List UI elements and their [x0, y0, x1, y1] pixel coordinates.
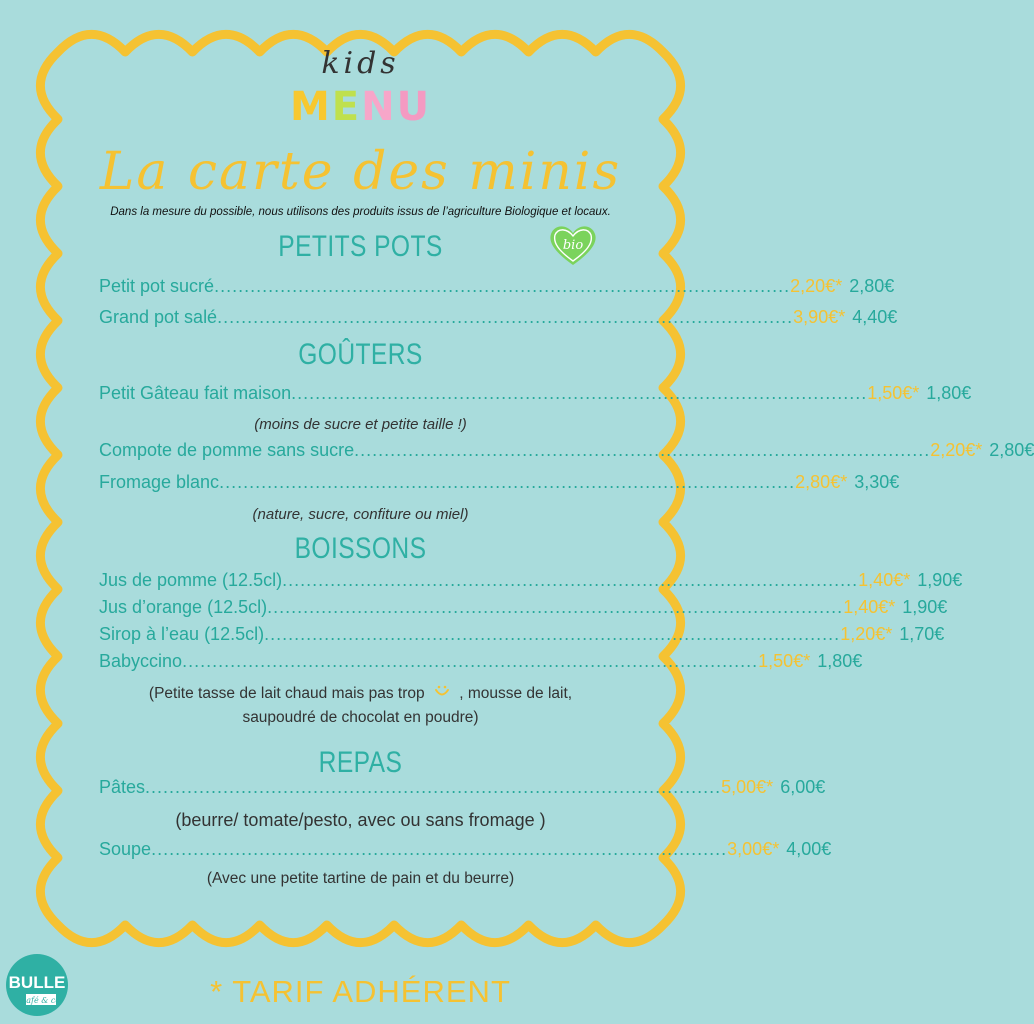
member-price: 2,80€* [795, 472, 848, 492]
dot-leader: ................................................................................................ [267, 597, 844, 617]
menu-item [99, 440, 1034, 466]
item-name: Petit Gâteau fait maison [99, 383, 292, 403]
price: 6,00€ [780, 777, 826, 797]
footer-tarif: * TARIF ADHÉRENT [210, 974, 511, 1009]
dot-leader: ................................................................................................ [354, 440, 931, 460]
item-name: Fromage blanc [99, 472, 220, 492]
price: 4,40€ [852, 307, 898, 327]
menu-item [99, 597, 948, 623]
menu-item [99, 472, 900, 498]
menu-letter: E [331, 84, 362, 130]
price: 1,80€ [926, 383, 972, 403]
price: 2,80€ [849, 276, 895, 296]
price: 1,80€ [817, 651, 863, 671]
member-price: 3,90€* [793, 307, 846, 327]
member-price: 1,40€* [843, 597, 896, 617]
item-name: Petit pot sucré [99, 276, 215, 296]
dot-leader: ................................................................................................ [291, 383, 868, 403]
item-name: Babyccino [99, 651, 183, 671]
note-text: , mousse de lait, [459, 685, 573, 702]
dot-leader: ................................................................................................ [145, 777, 722, 797]
item-note: (Avec une petite tartine de pain et du beurre) [206, 870, 515, 887]
item-note: (beurre/ tomate/pesto, avec ou sans fromage ) [175, 810, 546, 830]
menu-letter: M [289, 84, 332, 130]
logo-tagline: café & co [21, 996, 61, 1005]
item-name: Jus de pomme (12.5cl) [99, 570, 283, 590]
dot-leader: ................................................................................................ [282, 570, 859, 590]
item-note [0, 684, 721, 703]
item-name: Jus d’orange (12.5cl) [99, 597, 268, 617]
section-title-repas: REPAS [318, 746, 403, 779]
member-price: 1,20€* [840, 624, 893, 644]
item-note: (moins de sucre et petite taille !) [254, 416, 467, 433]
menu-item [99, 276, 895, 302]
member-price: 1,50€* [867, 383, 920, 403]
dot-leader: ................................................................................................ [182, 651, 759, 671]
section-title-boissons: BOISSONS [294, 532, 427, 565]
menu-word [0, 84, 721, 130]
dot-leader: ................................................................................................ [217, 307, 794, 327]
note-text: (Petite tasse de lait chaud mais pas trop [148, 685, 425, 702]
menu-item [99, 839, 832, 865]
menu-item [99, 570, 963, 596]
logo-name: BULLE [8, 973, 66, 992]
menu-letter: N [361, 84, 397, 130]
item-name: Grand pot salé [99, 307, 218, 327]
member-price: 3,00€* [727, 839, 780, 859]
dot-leader: ................................................................................................ [219, 472, 796, 492]
item-name: Compote de pomme sans sucre [99, 440, 355, 460]
member-price: 1,40€* [858, 570, 911, 590]
item-name: Sirop à l’eau (12.5cl) [99, 624, 265, 644]
price: 2,80€ [989, 440, 1034, 460]
price: 4,00€ [786, 839, 832, 859]
dot-leader: ................................................................................................ [214, 276, 791, 296]
menu-item [99, 624, 945, 650]
dot-leader: ................................................................................................ [151, 839, 728, 859]
subtitle: Dans la mesure du possible, nous utilisons des produits issus de l’agriculture Biologique et locaux. [110, 206, 611, 218]
price: 1,90€ [902, 597, 948, 617]
price: 1,70€ [899, 624, 945, 644]
item-name: Soupe [99, 839, 152, 859]
dot-leader: ................................................................................................ [264, 624, 841, 644]
member-price: 2,20€* [930, 440, 983, 460]
item-note: saupoudré de chocolat en poudre) [242, 709, 479, 726]
menu-item [99, 651, 863, 677]
member-price: 2,20€* [790, 276, 843, 296]
item-name: Pâtes [99, 777, 146, 797]
item-note: (nature, sucre, confiture ou miel) [252, 506, 469, 523]
smiley-icon [433, 684, 451, 700]
bio-label: bio [562, 238, 584, 253]
menu-item [99, 307, 898, 333]
kids-label: kids [321, 46, 400, 81]
page-title: La carte des minis [99, 142, 622, 202]
price: 3,30€ [854, 472, 900, 492]
member-price: 5,00€* [721, 777, 774, 797]
price: 1,90€ [917, 570, 963, 590]
menu-item [99, 383, 972, 409]
member-price: 1,50€* [758, 651, 811, 671]
menu-letter: U [396, 84, 432, 130]
section-title-gouters: GOÛTERS [298, 338, 423, 371]
section-title-petits-pots: PETITS POTS [278, 230, 443, 263]
menu-item [99, 777, 826, 803]
